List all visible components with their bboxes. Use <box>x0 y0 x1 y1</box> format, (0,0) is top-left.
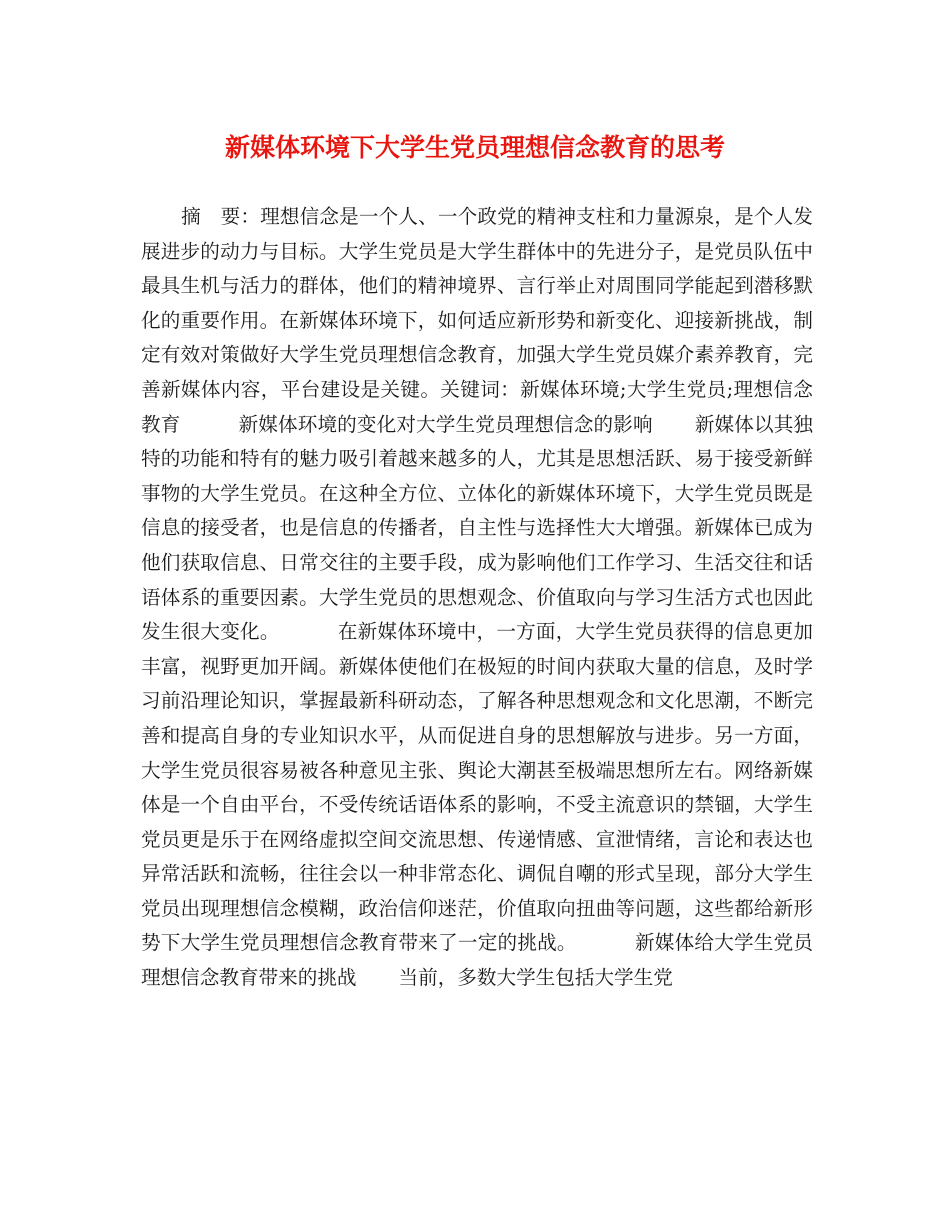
abstract-label: 摘 要： <box>181 205 261 228</box>
document-body <box>141 200 813 996</box>
section2-paragraph-1: 当前，多数大学生包括大学生党 <box>398 966 673 990</box>
section2-heading: 新媒体给大学生党员理想信念教育带来的挑战 <box>141 931 814 990</box>
section1-paragraph-1: 新媒体以其独特的功能和特有的魅力吸引着越来越多的人，尤其是思想活跃、易于接受新鲜事物的大学生党员。在这种全方位、立体化的新媒体环境下，大学生党员既是信息的接受者，也是信息的传播者，自主性与选择性大大增强。新媒体已成为他们获取信息、日常交往的主要手段，成为影响他们工作学习、生活交往和话语体系的重要因素。大学生党员的思想观念、价值取向与学习生活方式也因此发生很大变化。 <box>141 412 814 644</box>
document-title: 新媒体环境下大学生党员理想信念教育的思考 <box>224 133 725 162</box>
abstract-text: 理想信念是一个人、一个政党的精神支柱和力量源泉，是个人发展进步的动力与目标。大学生党员是大学生群体中的先进分子，是党员队伍中最具生机与活力的群体，他们的精神境界、言行举止对周围同学能起到潜移默化的重要作用。在新媒体环境下，如何适应新形势和新变化、迎接新挑战，制定有效对策做好大学生党员理想信念教育，加强大学生党员媒介素养教育，完善新媒体内容，平台建设是关键。 <box>141 205 813 401</box>
section1-paragraph-2: 在新媒体环境中，一方面，大学生党员获得的信息更加丰富，视野更加开阔。新媒体使他们在极短的时间内获取大量的信息，及时学习前沿理论知识，掌握最新科研动态，了解各种思想观念和文化思潮，不断完善和提高自身的专业知识水平，从而促进自身的思想解放与进步。另一方面，大学生党员很容易被各种意见主张、舆论大潮甚至极端思想所左右。网络新媒体是一个自由平台，不受传统话语体系的影响，不受主流意识的禁锢，大学生党员更是乐于在网络虚拟空间交流思想、传递情感、宣泄情绪，言论和表达也异常活跃和流畅，往往会以一种非常态化、调侃自嘲的形式呈现，部分大学生党员出现理想信念模糊，政治信仰迷茫，价值取向扭曲等问题，这些都给新形势下大学生党员理想信念教育带来了一定的挑战。 <box>141 620 814 955</box>
keywords: 关键词：新媒体环境;大学生党员;理想信念教育 <box>141 377 814 436</box>
section1-heading: 新媒体环境的变化对大学生党员理想信念的影响 <box>238 412 653 436</box>
